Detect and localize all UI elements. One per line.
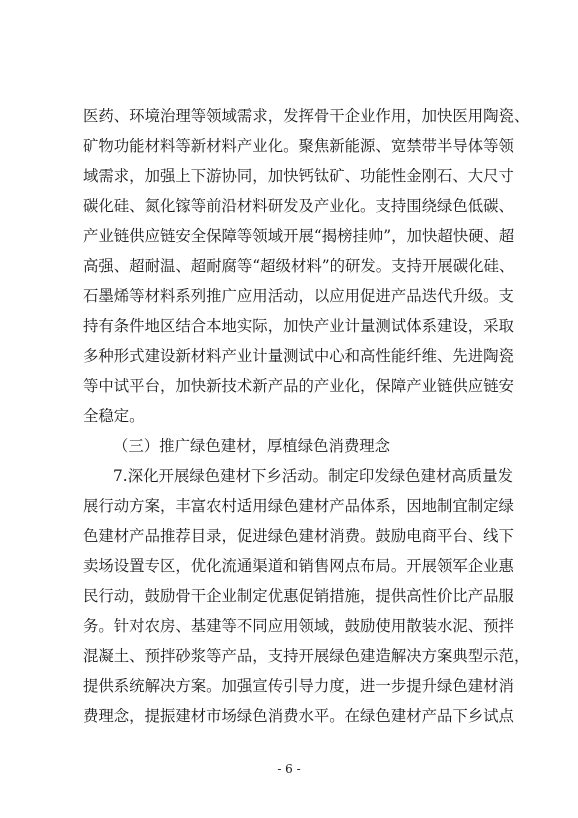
- paragraph-2-line: 7.深化开展绿色建材下乡活动。制定印发绿色建材高质量发: [113, 467, 513, 485]
- paragraph-1-line: 产业链供应链安全保障等领域开展“揭榜挂帅”，加快超快硬、超: [83, 227, 515, 245]
- paragraph-1-line: 医药、环境治理等领域需求，发挥骨干企业作用，加快医用陶瓷、: [83, 107, 530, 125]
- paragraph-2-line: 展行动方案，丰富农村适用绿色建材产品体系，因地制宜制定绿: [83, 497, 514, 515]
- paragraph-1-line: 高强、超耐温、超耐腐等“超级材料”的研发。支持开展碳化硅、: [83, 257, 515, 275]
- paragraph-1-line: 等中试平台，加快新技术新产品的产业化，保障产业链供应链安: [83, 377, 514, 395]
- paragraph-2-line: 费理念，提振建材市场绿色消费水平。在绿色建材产品下乡试点: [83, 707, 514, 725]
- paragraph-2-line: 混凝土、预拌砂浆等产品，支持开展绿色建造解决方案典型示范，: [83, 647, 530, 665]
- paragraph-2-line: 民行动，鼓励骨干企业制定优惠促销措施，提供高性价比产品服: [83, 587, 514, 605]
- paragraph-2-line: 色建材产品推荐目录，促进绿色建材消费。鼓励电商平台、线下: [83, 527, 514, 545]
- paragraph-2-line: 提供系统解决方案。加强宣传引导力度，进一步提升绿色建材消: [83, 677, 514, 695]
- paragraph-1-line: 全稳定。: [83, 407, 145, 425]
- paragraph-2-line: 务。针对农房、基建等不同应用领域，鼓励使用散装水泥、预拌: [83, 617, 514, 635]
- page-number: - 6 -: [277, 762, 301, 776]
- paragraph-1-line: 持有条件地区结合本地实际，加快产业计量测试体系建设，采取: [83, 317, 514, 335]
- paragraph-1-line: 多种形式建设新材料产业计量测试中心和高性能纤维、先进陶瓷: [83, 347, 514, 365]
- paragraph-1-line: 域需求，加强上下游协同，加快钙钛矿、功能性金刚石、大尺寸: [83, 167, 514, 185]
- paragraph-2-line: 卖场设置专区，优化流通渠道和销售网点布局。开展领军企业惠: [83, 557, 514, 575]
- paragraph-1-line: 石墨烯等材料系列推广应用活动，以应用促进产品迭代升级。支: [83, 287, 514, 305]
- section-heading: （三）推广绿色建材，厚植绿色消费理念: [113, 437, 391, 455]
- paragraph-1-line: 碳化硅、氮化镓等前沿材料研发及产业化。支持围绕绿色低碳、: [83, 197, 514, 215]
- paragraph-1-line: 矿物功能材料等新材料产业化。聚焦新能源、宽禁带半导体等领: [83, 137, 514, 155]
